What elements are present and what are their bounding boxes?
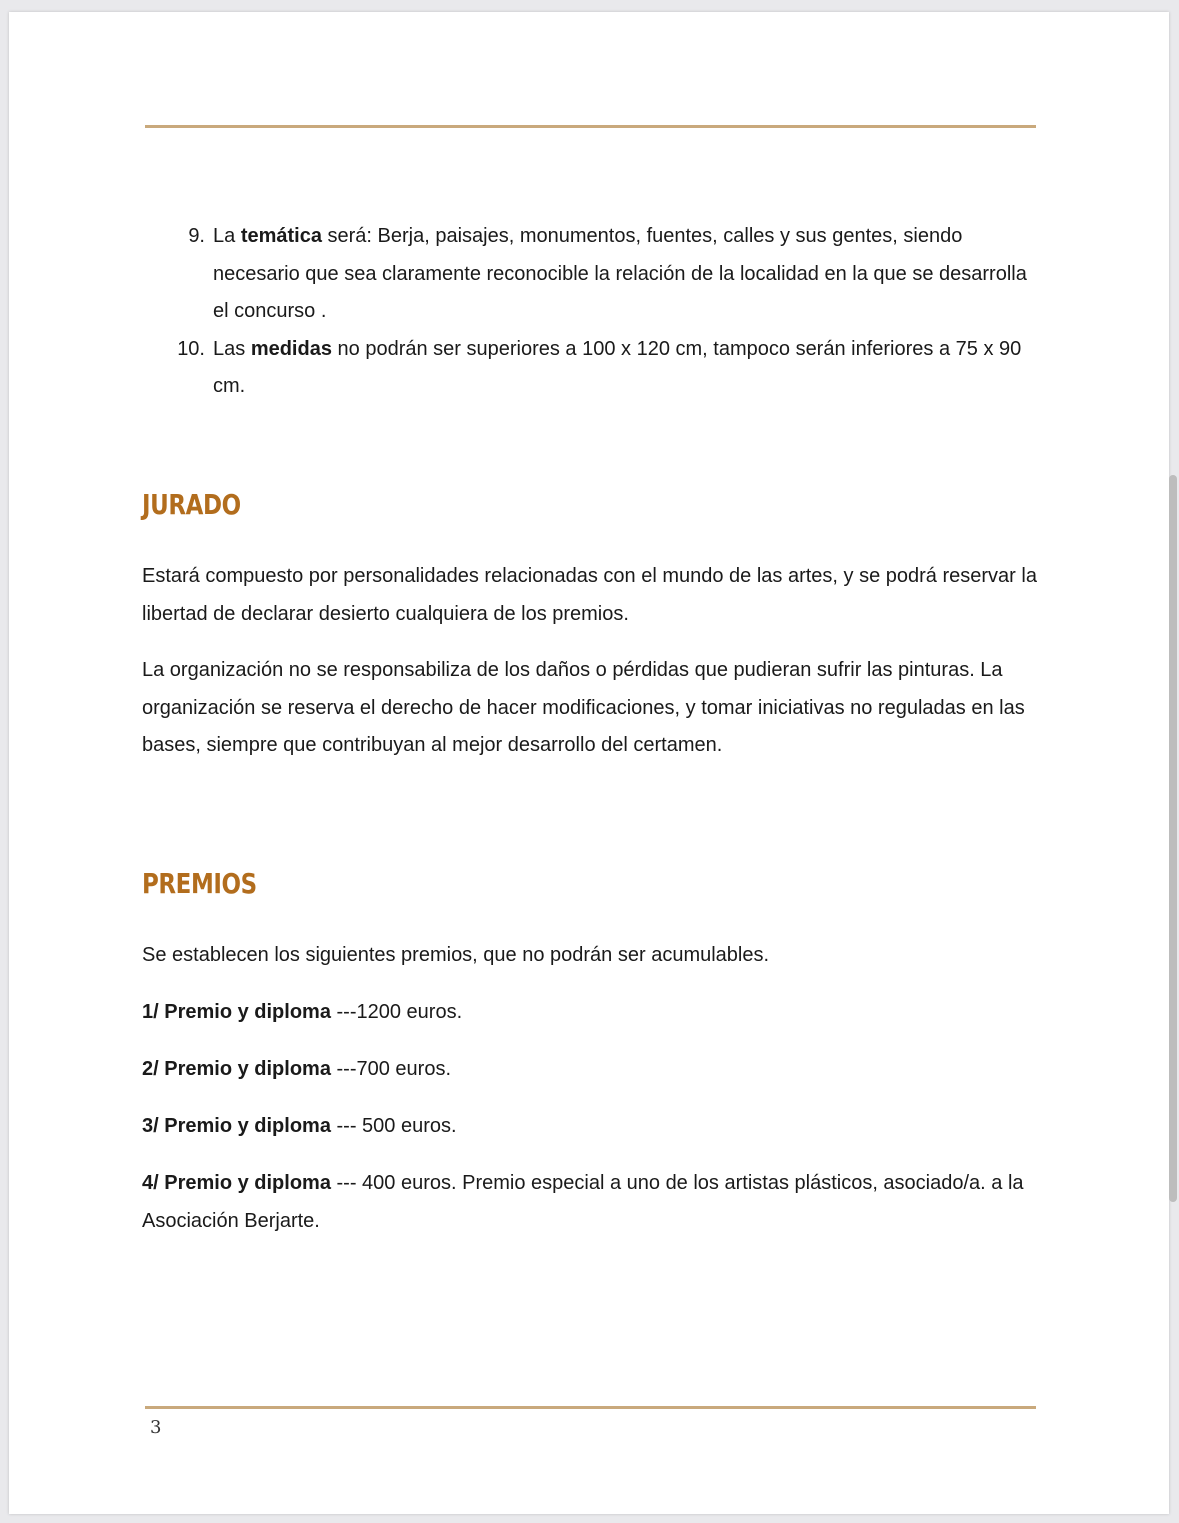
- list-item-lead: Las: [213, 337, 251, 360]
- list-item-text: será: Berja, paisajes, monumentos, fuentes, calles y sus gentes, siendo necesario que sea claramente reconocible la relación de la localidad en la que se desarrolla el concurso .: [213, 225, 1027, 322]
- list-item-number: 10.: [177, 337, 205, 360]
- footer-divider: [145, 1406, 1036, 1409]
- list-item-lead: La: [213, 225, 241, 247]
- list-item-keyword: temática: [240, 225, 322, 247]
- list-item: [143, 218, 1043, 331]
- prize-label: 4/ Premio y diploma: [142, 1172, 331, 1194]
- list-item-number: 9.: [188, 225, 205, 247]
- prize-amount: --- 400 euros. Premio especial a uno de los artistas plásticos, asociado/a. a la Asociación Berjarte.: [142, 1172, 1024, 1232]
- section-heading-premios: PREMIOS: [142, 867, 257, 900]
- prize-label: 1/ Premio y diploma: [142, 1001, 331, 1023]
- prize-amount: ---700 euros.: [330, 1058, 452, 1080]
- list-item-text: no podrán ser superiores a 100 x 120 cm, tampoco serán inferiores a 75 x 90 cm.: [213, 337, 1022, 397]
- rules-list: [143, 218, 1043, 406]
- section-heading-jurado: JURADO: [142, 488, 241, 521]
- jurado-paragraph-2: La organización no se responsabiliza de los daños o pérdidas que pudieran sufrir las pinturas. La organización se reserva el derecho de hacer modificaciones, y tomar iniciativas no reguladas en las bases, siempre que contribuyan al mejor desarrollo del certamen.: [142, 659, 1025, 756]
- prize-label: 3/ Premio y diploma: [142, 1115, 331, 1137]
- list-item-keyword: medidas: [250, 337, 332, 360]
- prize-item: [142, 1165, 1042, 1240]
- prize-label: 2/ Premio y diploma: [142, 1058, 331, 1080]
- premios-intro: Se establecen los siguientes premios, que no podrán ser acumulables.: [142, 944, 770, 966]
- prize-item: [142, 994, 1042, 1032]
- prize-amount: --- 500 euros.: [330, 1115, 457, 1137]
- vertical-scrollbar[interactable]: [1169, 475, 1177, 1202]
- document-page: [9, 12, 1169, 1514]
- jurado-paragraph-1: Estará compuesto por personalidades relacionadas con el mundo de las artes, y se podrá reservar la libertad de declarar desierto cualquiera de los premios.: [142, 565, 1037, 625]
- page-number: 3: [150, 1417, 162, 1438]
- prize-item: [142, 1108, 1042, 1146]
- prize-item: [142, 1051, 1042, 1089]
- header-divider: [145, 125, 1036, 128]
- list-item: [143, 331, 1043, 406]
- prize-amount: ---1200 euros.: [330, 1001, 463, 1023]
